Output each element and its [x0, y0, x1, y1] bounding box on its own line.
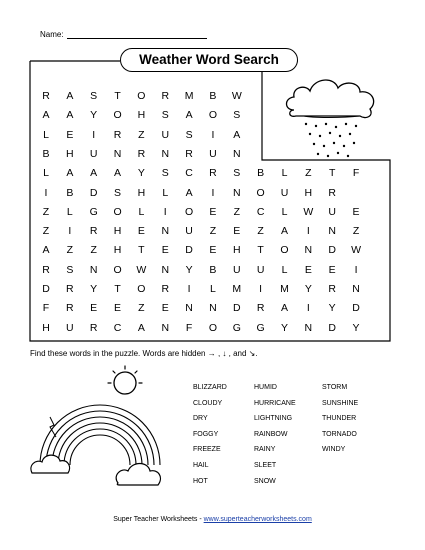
- grid-letter: T: [257, 244, 264, 257]
- grid-letter: H: [233, 244, 241, 257]
- grid-letter: U: [185, 225, 193, 238]
- grid-letter: C: [256, 205, 265, 218]
- grid-letter: R: [161, 283, 170, 295]
- grid-letter: I: [68, 225, 72, 238]
- grid-letter: B: [66, 186, 74, 199]
- grid-letter: I: [163, 205, 167, 218]
- grid-letter: I: [211, 128, 215, 141]
- grid-letter: R: [89, 321, 98, 334]
- grid-letter: N: [89, 263, 98, 276]
- instructions: Find these words in the puzzle. Words are hidden → , ↓ , and ↘.: [30, 349, 258, 358]
- grid-letter: R: [328, 283, 336, 295]
- grid-letter: Z: [209, 225, 217, 238]
- grid-letter: A: [185, 186, 193, 199]
- grid-letter: O: [208, 321, 218, 334]
- grid-letter: I: [211, 186, 215, 199]
- grid-letter: O: [280, 244, 289, 257]
- grid-letter: S: [90, 90, 98, 102]
- grid-letter: A: [66, 109, 74, 122]
- grid-letter: S: [233, 167, 241, 180]
- grid-letter: Z: [233, 205, 240, 218]
- grid-letter: W: [351, 244, 361, 257]
- word-bank-item: THUNDER: [322, 415, 357, 423]
- grid-letter: E: [233, 225, 241, 238]
- grid-letter: B: [209, 263, 217, 276]
- word-bank-item: FOGGY: [193, 430, 219, 438]
- grid-letter: B: [257, 167, 265, 180]
- grid-letter: D: [352, 302, 360, 315]
- grid-letter: T: [138, 244, 145, 257]
- grid-letter: F: [42, 302, 50, 315]
- grid-letter: E: [209, 244, 217, 257]
- word-bank-item: BLIZZARD: [193, 384, 227, 391]
- grid-letter: R: [113, 128, 122, 141]
- sun-icon: [108, 366, 142, 394]
- grid-letter: L: [43, 167, 49, 180]
- grid-letter: T: [114, 90, 121, 102]
- grid-letter: A: [42, 244, 50, 257]
- rainbow-icon: [40, 405, 160, 465]
- grid-letter: Z: [42, 205, 50, 218]
- grid-letter: Y: [90, 283, 98, 295]
- grid-letter: H: [137, 186, 146, 199]
- grid-letter: Z: [257, 225, 264, 238]
- grid-letter: H: [42, 321, 50, 334]
- grid-letter: W: [303, 205, 314, 218]
- grid-letter: G: [232, 321, 241, 334]
- grid-letter: S: [114, 186, 122, 199]
- word-bank-item: TORNADO: [322, 430, 357, 438]
- grid-letter: N: [304, 244, 313, 257]
- word-bank-item: HURRICANE: [254, 399, 296, 407]
- grid-letter: Z: [42, 225, 50, 238]
- grid-letter: A: [42, 109, 50, 122]
- word-bank-item: SUNSHINE: [322, 399, 359, 407]
- grid-letter: A: [280, 225, 288, 238]
- grid-letter: A: [66, 90, 74, 102]
- grid-letter: U: [233, 263, 241, 276]
- word-bank-item: LIGHTNING: [254, 415, 293, 423]
- grid-letter: H: [66, 147, 74, 160]
- grid-letter: A: [66, 167, 74, 180]
- grid-letter: D: [42, 283, 50, 295]
- grid-letter: E: [161, 302, 169, 315]
- grid-letter: E: [114, 302, 122, 315]
- grid-letter: M: [232, 283, 242, 295]
- grid-letter: Z: [90, 244, 97, 257]
- grid-letter: D: [185, 244, 193, 257]
- grid-letter: R: [66, 283, 74, 295]
- footer-text: Super Teacher Worksheets -: [113, 516, 204, 523]
- word-bank-item: HAIL: [193, 461, 209, 469]
- grid-letter: Z: [66, 244, 74, 257]
- grid-letter: U: [209, 147, 217, 160]
- grid-letter: A: [280, 302, 288, 315]
- grid-letter: I: [354, 263, 358, 276]
- grid-letter: I: [306, 302, 310, 315]
- grid-letter: O: [185, 205, 194, 218]
- grid-letter: O: [256, 186, 265, 199]
- grid-letter: D: [89, 186, 98, 199]
- page-title: Weather Word Search: [120, 48, 298, 72]
- word-bank-item: HOT: [193, 477, 208, 485]
- grid-letter: Y: [185, 263, 193, 276]
- grid-letter: R: [42, 263, 50, 276]
- grid-letter: O: [113, 205, 122, 218]
- grid-letter: O: [113, 109, 122, 122]
- grid-letter: E: [90, 302, 98, 315]
- grid-letter: R: [185, 147, 193, 160]
- grid-letter: E: [137, 225, 145, 238]
- grid-letter: N: [209, 302, 217, 315]
- grid-letter: I: [187, 283, 191, 295]
- grid-letter: O: [208, 109, 218, 122]
- grid-letter: A: [233, 128, 241, 141]
- word-bank-item: FREEZE: [193, 446, 221, 454]
- grid-letter: U: [66, 321, 74, 334]
- grid-letter: A: [114, 167, 122, 180]
- grid-letter: H: [137, 109, 146, 122]
- grid-letter: Y: [90, 109, 98, 122]
- grid-letter: A: [90, 167, 98, 180]
- word-bank-item: CLOUDY: [193, 399, 223, 407]
- word-bank-item: DRY: [193, 415, 208, 423]
- word-bank-item: STORM: [322, 384, 348, 391]
- grid-letter: N: [113, 147, 122, 160]
- grid-letter: L: [281, 263, 288, 276]
- footer-link[interactable]: www.superteacherworksheets.com: [203, 516, 312, 523]
- grid-letter: Z: [305, 167, 312, 180]
- word-bank-column-2: [254, 380, 296, 489]
- grid-letter: R: [161, 90, 170, 102]
- grid-letter: Y: [328, 302, 336, 315]
- grid-letter: R: [42, 90, 50, 102]
- grid-letter: O: [137, 90, 146, 102]
- grid-letter: E: [66, 128, 74, 141]
- grid-letter: E: [209, 205, 217, 218]
- grid-letter: E: [328, 263, 336, 276]
- grid-letter: R: [89, 225, 98, 238]
- grid-letter: Z: [352, 225, 360, 238]
- grid-letter: R: [66, 302, 74, 315]
- grid-letter: Z: [138, 302, 145, 315]
- grid-letter: N: [233, 186, 241, 199]
- word-bank-item: RAINBOW: [254, 430, 288, 438]
- word-bank-item: WINDY: [322, 446, 346, 454]
- grid-letter: Y: [280, 321, 288, 334]
- grid-letter: U: [89, 147, 98, 160]
- grid-letter: R: [328, 186, 336, 199]
- grid-letter: R: [209, 167, 217, 180]
- grid-letter: I: [259, 283, 263, 295]
- grid-letter: Y: [304, 283, 312, 295]
- grid-letter: H: [304, 186, 313, 199]
- grid-letter: N: [161, 321, 170, 334]
- grid-letter: S: [161, 109, 169, 122]
- grid-letter: W: [136, 263, 147, 276]
- grid-letter: D: [328, 321, 336, 334]
- grid-letter: N: [304, 321, 313, 334]
- grid-letter: N: [328, 225, 336, 238]
- cloud-icon: [31, 455, 161, 485]
- grid-letter: H: [113, 244, 122, 257]
- grid-letter: Z: [138, 128, 145, 141]
- grid-letter: R: [256, 302, 265, 315]
- grid-letter: D: [328, 244, 336, 257]
- grid-letter: I: [44, 186, 48, 199]
- grid-letter: A: [137, 321, 145, 334]
- grid-letter: O: [137, 283, 146, 295]
- grid-letter: B: [209, 90, 217, 102]
- grid-letter: U: [280, 186, 289, 199]
- grid-letter: L: [281, 205, 288, 218]
- grid-letter: I: [306, 225, 310, 238]
- grid-letter: B: [42, 147, 50, 160]
- word-bank-item: SNOW: [254, 477, 276, 485]
- grid-letter: N: [233, 147, 241, 160]
- grid-letter: U: [161, 128, 170, 141]
- grid-letter: H: [113, 225, 122, 238]
- footer: [0, 516, 425, 523]
- rainbow-illustration: [30, 365, 180, 495]
- grid-letter: S: [161, 167, 169, 180]
- grid-letter: L: [66, 205, 73, 218]
- grid-letter: L: [162, 186, 169, 199]
- grid-letter: M: [280, 283, 289, 295]
- grid-letter: L: [210, 283, 216, 295]
- grid-letter: U: [256, 263, 265, 276]
- grid-letter: N: [161, 263, 170, 276]
- grid-letter: L: [281, 167, 288, 180]
- grid-letter: O: [113, 263, 122, 276]
- word-bank-item: SLEET: [254, 461, 277, 469]
- grid-letter: E: [352, 205, 360, 218]
- grid-letter: U: [328, 205, 336, 218]
- grid-letter: A: [185, 109, 193, 122]
- word-bank-column-1: [193, 380, 227, 489]
- grid-letter: N: [161, 225, 170, 238]
- grid-letter: I: [92, 128, 96, 141]
- grid-letter: C: [185, 167, 193, 180]
- grid-letter: M: [184, 90, 194, 102]
- word-search-grid: [30, 85, 390, 340]
- word-bank-column-3: [322, 380, 358, 458]
- grid-letter: S: [233, 109, 241, 122]
- grid-letter: E: [304, 263, 312, 276]
- grid-letter: G: [89, 205, 98, 218]
- grid-letter: S: [185, 128, 193, 141]
- grid-letter: R: [137, 147, 146, 160]
- grid-letter: T: [114, 283, 121, 295]
- grid-letter: S: [66, 263, 74, 276]
- grid-letter: G: [256, 321, 265, 334]
- grid-letter: N: [352, 283, 360, 295]
- grid-letter: N: [185, 302, 193, 315]
- grid-letter: W: [231, 90, 242, 102]
- grid-letter: N: [161, 147, 170, 160]
- grid-letter: F: [352, 167, 360, 180]
- grid-letter: T: [328, 167, 336, 180]
- grid-letter: L: [138, 205, 145, 218]
- word-bank-item: HUMID: [254, 384, 277, 391]
- grid-letter: Y: [352, 321, 360, 334]
- grid-letter: D: [233, 302, 241, 315]
- grid-letter: C: [113, 321, 122, 334]
- grid-letter: L: [43, 128, 49, 141]
- grid-letter: Y: [137, 167, 145, 180]
- word-bank-item: RAINY: [254, 446, 276, 454]
- grid-letter: E: [161, 244, 169, 257]
- grid-letter: F: [185, 321, 193, 334]
- name-label: Name:: [40, 30, 64, 39]
